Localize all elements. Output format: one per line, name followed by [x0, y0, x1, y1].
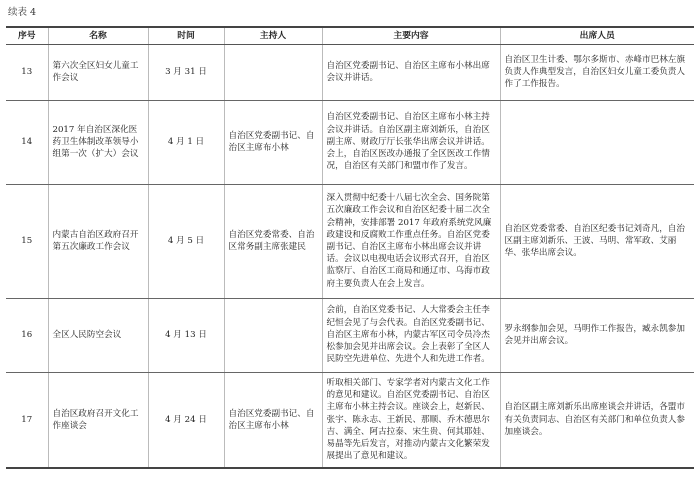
header-name: 名称 [48, 27, 148, 44]
table-row [6, 372, 694, 468]
cell-name: 自治区政府召开文化工作座谈会 [48, 372, 148, 468]
cell-content: 自治区党委副书记、自治区主席布小林主持会议并讲话。自治区副主席刘新乐，自治区副主席、财政厅厅长张华出席会议并讲话。会上，自治区医改办通报了全区医改工作情况，自治区有关部门和盟市作了发言。 [322, 100, 500, 184]
cell-host: 自治区党委副书记、自治区主席布小林 [224, 372, 322, 468]
cell-time: 3 月 31 日 [148, 44, 224, 100]
cell-host [224, 298, 322, 372]
cell-time: 4 月 1 日 [148, 100, 224, 184]
cell-host: 自治区党委副书记、自治区主席布小林 [224, 100, 322, 184]
meeting-table [6, 26, 694, 469]
table-row [6, 184, 694, 298]
cell-host [224, 44, 322, 100]
header-attendees: 出席人员 [500, 27, 694, 44]
cell-name: 2017 年自治区深化医药卫生体制改革领导小组第一次（扩大）会议 [48, 100, 148, 184]
header-no: 序号 [6, 27, 48, 44]
cell-time: 4 月 5 日 [148, 184, 224, 298]
cell-attendees: 自治区副主席刘新乐出席座谈会并讲话，各盟市有关负责同志、自治区有关部门和单位负责人参加座谈会。 [500, 372, 694, 468]
cell-attendees [500, 100, 694, 184]
cell-attendees: 罗永纲参加会见，马明作工作报告，臧永凯参加会见并出席会议。 [500, 298, 694, 372]
cell-name: 全区人民防空会议 [48, 298, 148, 372]
cell-attendees: 自治区卫生计委、鄂尔多斯市、赤峰市巴林左旗负责人作典型发言，自治区妇女儿童工委负责人作了工作报告。 [500, 44, 694, 100]
cell-no: 17 [6, 372, 48, 468]
cell-time: 4 月 13 日 [148, 298, 224, 372]
header-content: 主要内容 [322, 27, 500, 44]
cell-name: 内蒙古自治区政府召开第五次廉政工作会议 [48, 184, 148, 298]
table-row [6, 298, 694, 372]
table-row [6, 44, 694, 100]
table-row [6, 100, 694, 184]
table-caption: 续表 4 [8, 7, 37, 18]
table-header-row [6, 27, 694, 44]
cell-no: 15 [6, 184, 48, 298]
cell-host: 自治区党委常委、自治区常务副主席张建民 [224, 184, 322, 298]
cell-no: 13 [6, 44, 48, 100]
cell-attendees: 自治区党委常委、自治区纪委书记刘奇凡，自治区副主席刘新乐、王波、马明、常军政、艾丽华、张华出席会议。 [500, 184, 694, 298]
header-time: 时间 [148, 27, 224, 44]
cell-time: 4 月 24 日 [148, 372, 224, 468]
cell-no: 14 [6, 100, 48, 184]
cell-content: 会前，自治区党委书记、人大常委会主任李纪恒会见了与会代表。自治区党委副书记、自治区主席布小林，内蒙古军区司令员冷杰松参加会见并出席会议。会上表彰了全区人民防空先进单位、先进个人和先进工作者。 [322, 298, 500, 372]
cell-name: 第六次全区妇女儿童工作会议 [48, 44, 148, 100]
header-host: 主持人 [224, 27, 322, 44]
cell-content: 深入贯彻中纪委十八届七次全会、国务院第五次廉政工作会议和自治区纪委十届二次全会精神，安排部署 2017 年政府系统党风廉政建设和反腐败工作重点任务。自治区党委副书记、自治区主席布小林出席会议并讲话。会议以电视电话会议形式召开，自治区监察厅、自治区工商局和通辽市、乌海市政府主要负责人在会上发言。 [322, 184, 500, 298]
cell-content: 听取相关部门、专家学者对内蒙古文化工作的意见和建议。自治区党委副书记、自治区主席布小林主持会议。座谈会上，赵新民、张宇、陈永志、王新民、那顺、乔木德思尔吉、满全、阿古拉泰、宋生贵、何其耶娃、易晶等先后发言，对推动内蒙古文化繁荣发展提出了意见和建议。 [322, 372, 500, 468]
cell-content: 自治区党委副书记、自治区主席布小林出席会议并讲话。 [322, 44, 500, 100]
cell-no: 16 [6, 298, 48, 372]
